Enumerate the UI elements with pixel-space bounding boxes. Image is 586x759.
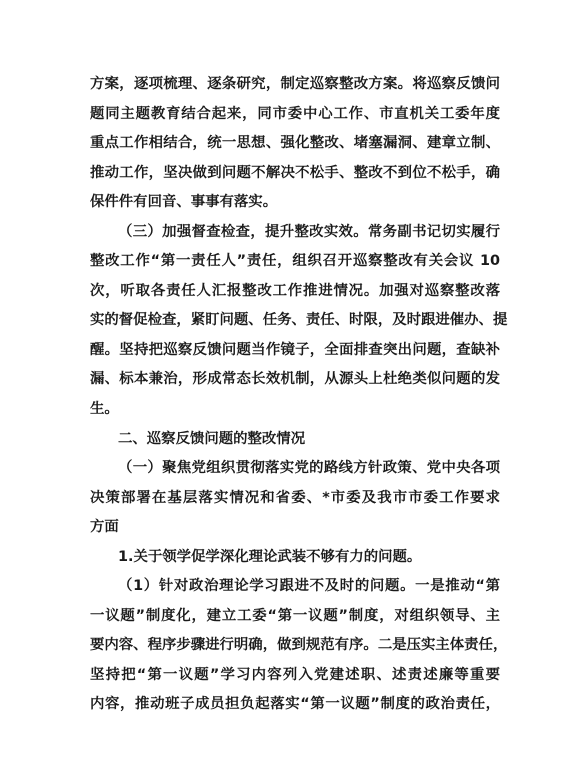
line-text: 生。 bbox=[90, 401, 119, 417]
line-text: 坚持把“第一议题”学习内容列入党建述职、述责述廉等重要 bbox=[90, 667, 500, 683]
line-text: （1）针对政治理论学习跟进不及时的问题。一是推动“第 bbox=[118, 578, 500, 594]
line-text: 题同主题教育结合起来，同市委中心工作、市直机关工委年度 bbox=[90, 106, 500, 122]
paragraph-line bbox=[118, 576, 500, 596]
line-text: 一议题”制度化，建立工委“第一议题”制度，对组织领导、主 bbox=[90, 608, 500, 624]
line-text: 1.关于领学促学深化理论武装不够有力的问题。 bbox=[118, 549, 422, 565]
paragraph-line bbox=[90, 281, 500, 301]
line-text: 漏、标本兼治，形成常态长效机制，从源头上杜绝类似问题的发 bbox=[90, 371, 500, 387]
line-text: 内容，推动班子成员担负起落实“第一议题”制度的政治责任， bbox=[90, 696, 500, 712]
paragraph-line bbox=[90, 694, 500, 714]
paragraph-line bbox=[90, 74, 500, 94]
line-text: （一）聚焦党组织贯彻落实党的路线方针政策、党中央各项 bbox=[118, 460, 500, 476]
paragraph-line bbox=[90, 163, 500, 183]
paragraph-line bbox=[90, 133, 500, 153]
paragraph-line bbox=[90, 251, 500, 271]
line-text: 决策部署在基层落实情况和省委、*市委及我市市委工作要求 bbox=[90, 490, 500, 506]
line-text: 方案，逐项梳理、逐条研究，制定巡察整改方案。将巡察反馈问 bbox=[90, 76, 500, 92]
line-text: 整改工作“第一责任人”责任，组织召开巡察整改有关会议 10 bbox=[90, 253, 500, 269]
line-text: 方面 bbox=[90, 519, 119, 535]
subsection-heading-line bbox=[90, 488, 500, 508]
line-text: 醒。坚持把巡察反馈问题当作镜子，全面排查突出问题，查缺补 bbox=[90, 342, 500, 358]
line-text: （三）加强督查检查，提升整改实效。常务副书记切实履行 bbox=[118, 224, 500, 240]
paragraph-line bbox=[90, 665, 500, 685]
line-text: 实的督促检查，紧盯问题、任务、责任、时限，及时跟进催办、提 bbox=[90, 312, 508, 328]
line-text: 要内容、程序步骤进行明确，做到规范有序。二是压实主体责任， bbox=[90, 637, 508, 653]
paragraph-line bbox=[90, 369, 500, 389]
item-heading bbox=[118, 547, 421, 567]
line-text: 次，听取各责任人汇报整改工作推进情况。加强对巡察整改落 bbox=[90, 283, 500, 299]
line-text: 推动工作，坚决做到问题不解决不松手、整改不到位不松手，确 bbox=[90, 165, 500, 181]
line-text: 重点工作相结合，统一思想、强化整改、堵塞漏洞、建章立制、 bbox=[90, 135, 500, 151]
heading-text: 二、巡察反馈问题的整改情况 bbox=[118, 431, 306, 447]
subsection-heading-line bbox=[118, 458, 500, 478]
paragraph-line bbox=[90, 310, 508, 330]
paragraph-line bbox=[90, 399, 119, 419]
section-heading bbox=[118, 429, 305, 449]
paragraph-line bbox=[90, 635, 508, 655]
line-text: 保件件有回音、事事有落实。 bbox=[90, 194, 278, 210]
subsection-heading-line bbox=[90, 517, 119, 537]
section-heading-line bbox=[118, 222, 500, 242]
paragraph-line bbox=[90, 606, 500, 626]
paragraph-line bbox=[90, 340, 500, 360]
paragraph-line bbox=[90, 104, 500, 124]
paragraph-line bbox=[90, 192, 277, 212]
